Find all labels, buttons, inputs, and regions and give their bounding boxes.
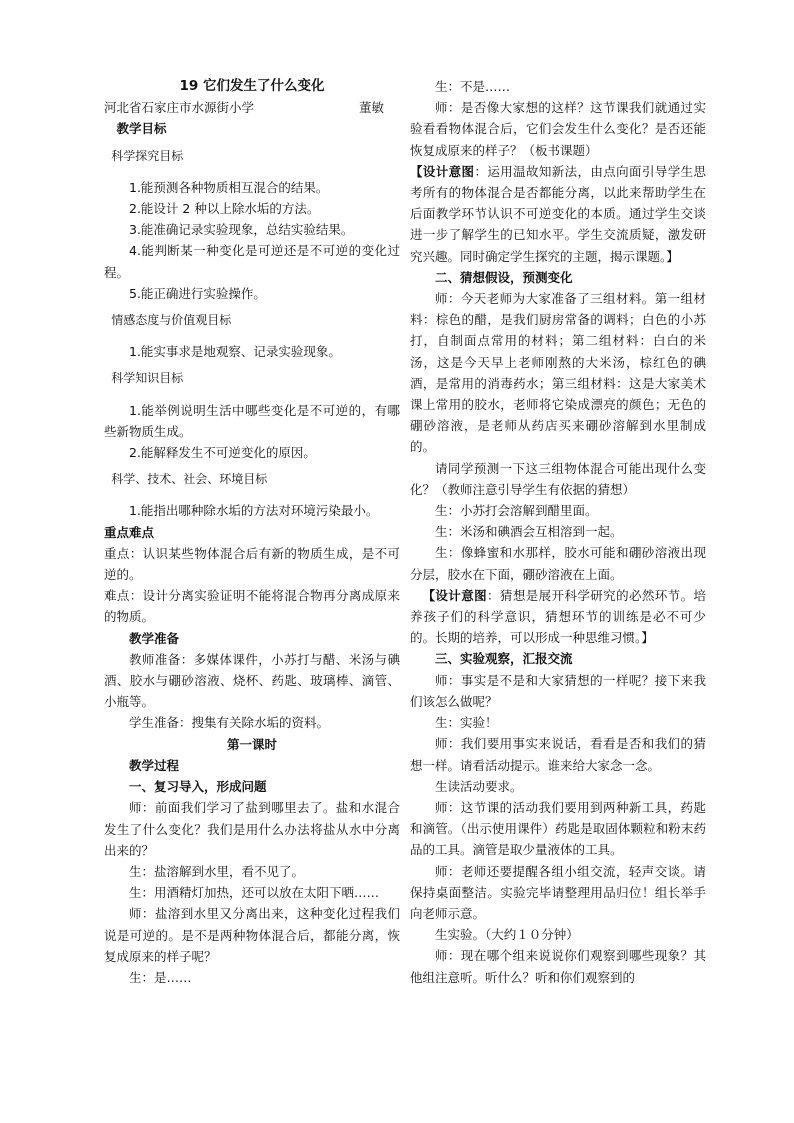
section3-heading: 三、实验观察，汇报交流 [435,651,573,667]
prep-heading: 教学准备 [129,630,180,646]
dialogue-line: 生：是…… [129,969,192,985]
lesson-heading: 第一课时 [226,736,277,752]
dialogue-line: 师：这节课的活动我们要用到两种新工具，药匙和滴管。（出示使用课件）药匙是取固体颗粒和粉末药品的工具。滴管是取少量液体的工具。 [410,799,706,858]
emotion-item: 1.能实事求是地观察、记录实验现象。 [129,344,341,360]
section2-heading: 二、猜想假设，预测变化 [435,269,573,285]
author-name: 董敏 [358,100,384,116]
design-note [410,161,706,267]
dialogue-line: 生：米汤和碘酒会互相溶到一起。 [435,524,623,540]
knowledge-item: 2.能解释发生不可逆变化的原因。 [129,445,316,461]
sci-inquiry-item: 1.能预测各种物质相互混合的结果。 [129,179,329,195]
emotion-heading: 情感态度与价值观目标 [111,313,232,328]
author-line [104,97,400,118]
section1-heading: 一、复习导入，形成问题 [129,779,267,795]
design-note-text: ：猜想是展开科学研究的必然环节。培养孩子们的科学意识，猜想环节的训练是必不可少的。长期的培养，可以形成一种思维习惯。】 [410,587,706,646]
dialogue-line: 生：像蜂蜜和水那样，胶水可能和硼砂溶液出现分层，胶水在下面，硼砂溶液在上面。 [410,545,706,582]
dialogue-line: 师：前面我们学习了盐到哪里去了。盐和水混合发生了什么变化？我们是用什么办法将盐从水中分离出来的？ [104,800,400,858]
key-point: 重点：认识某些物体混合后有新的物质生成，是不可逆的。 [104,545,400,583]
dialogue-line: 师：今天老师为大家准备了三组材料。第一组材料：棕色的醋，是我们厨房常备的调料；白色的小苏打，自制面点常用的材料；第二组材料：白白的米汤，这是今天早上老师刚熬的大米汤，棕红色的碘酒，是常用的消毒药水；第三组材料：这是大家美术课上常用的胶水，老师将它染成漂亮的颜色；无色的硼砂溶液，是老师从药店买来硼砂溶解到水里制成的。 [410,291,706,455]
dialogue-line: 师：是否像大家想的这样？这节课我们就通过实验看看物体混合后，它们会发生什么变化？是否还能恢复成原来的样子？（板书课题） [410,100,706,158]
dialogue-line: 生：盐溶解到水里，看不见了。 [129,863,305,879]
student-prep: 学生准备：搜集有关除水垢的资料。 [129,715,330,731]
sci-inquiry-item: 2.能设计 2 种以上除水垢的方法。 [129,201,320,217]
dialogue-line: 师：盐溶到水里又分离出来，这种变化过程我们说是可逆的。是不是两种物体混合后，都能分离，恢复成原来的样子呢？ [104,906,400,964]
dialogue-line: 生：不是…… [435,79,511,94]
dialogue-line: 生读活动要求。 [435,778,523,794]
dialogue-line: 师：事实是不是和大家猜想的一样呢？接下来我们该怎么做呢？ [410,672,706,709]
sci-inquiry-heading: 科学探究目标 [111,148,184,163]
right-column [410,76,706,988]
design-note-label: 【设计意图 [422,587,488,603]
dialogue-line: 生实验。（大约１０分钟） [435,927,579,943]
process-heading: 教学过程 [129,757,180,773]
sci-inquiry-item: 3.能准确记录实验现象，总结实验结果。 [129,222,354,238]
left-column [104,76,400,988]
dialogue-line: 请同学预测一下这三组物体混合可能出现什么变化？（教师注意引导学生有依据的猜想） [410,460,706,497]
dialogue-line: 师：现在哪个组来说说你们观察到哪些现象？其他组注意听。听什么？听和你们观察到的 [410,948,706,985]
teacher-prep: 教师准备：多媒体课件，小苏打与醋、米汤与碘酒、胶水与硼砂溶液、烧杯、药匙、玻璃棒、滴管、小瓶等。 [104,651,400,710]
key-heading: 重点难点 [104,524,155,540]
school-name: 河北省石家庄市水源街小学 [104,100,255,116]
dialogue-line: 师：我们要用事实来说话，看看是否和我们的猜想一样。请看活动提示。谁来给大家念一念。 [410,736,706,773]
sci-inquiry-item: 4.能判断某一种变化是可逆还是不可逆的变化过程。 [104,243,400,280]
dialogue-line: 师：老师还要提醒各组小组交流，轻声交谈。请保持桌面整洁。实验完毕请整理用品归位！组长举手向老师示意。 [410,863,706,921]
knowledge-heading: 科学知识目标 [111,371,184,386]
dialogue-line: 生：用酒精灯加热，还可以放在太阳下晒…… [129,885,380,901]
sci-inquiry-item: 5.能正确进行实验操作。 [129,285,266,301]
difficulty: 难点：设计分离实验证明不能将混合物再分离成原来的物质。 [104,588,400,625]
design-note [410,585,706,649]
design-note-label: 【设计意图 [410,163,475,179]
knowledge-item: 1.能举例说明生活中哪些变化是不可逆的，有哪些新物质生成。 [104,402,400,439]
lesson-title: 19 它们发生了什么变化 [179,78,325,94]
sts-item: 1.能指出哪种除水垢的方法对环境污染最小。 [129,503,379,519]
sts-heading: 科学、技术、社会、环境目标 [111,472,268,487]
design-note-text: ：运用温故知新法，由点向面引导学生思考所有的物体混合是否都能分离，以此来帮助学生在后面教学环节认识不可逆变化的本质。通过学生交谈进一步了解学生的已知水平。学生交流质疑，激发研究兴趣。同时确定学生探究的主题，揭示课题。】 [410,163,706,264]
dialogue-line: 生：小苏打会溶解到醋里面。 [435,503,598,519]
dialogue-line: 生：实验！ [435,715,498,731]
goals-heading: 教学目标 [116,121,167,137]
